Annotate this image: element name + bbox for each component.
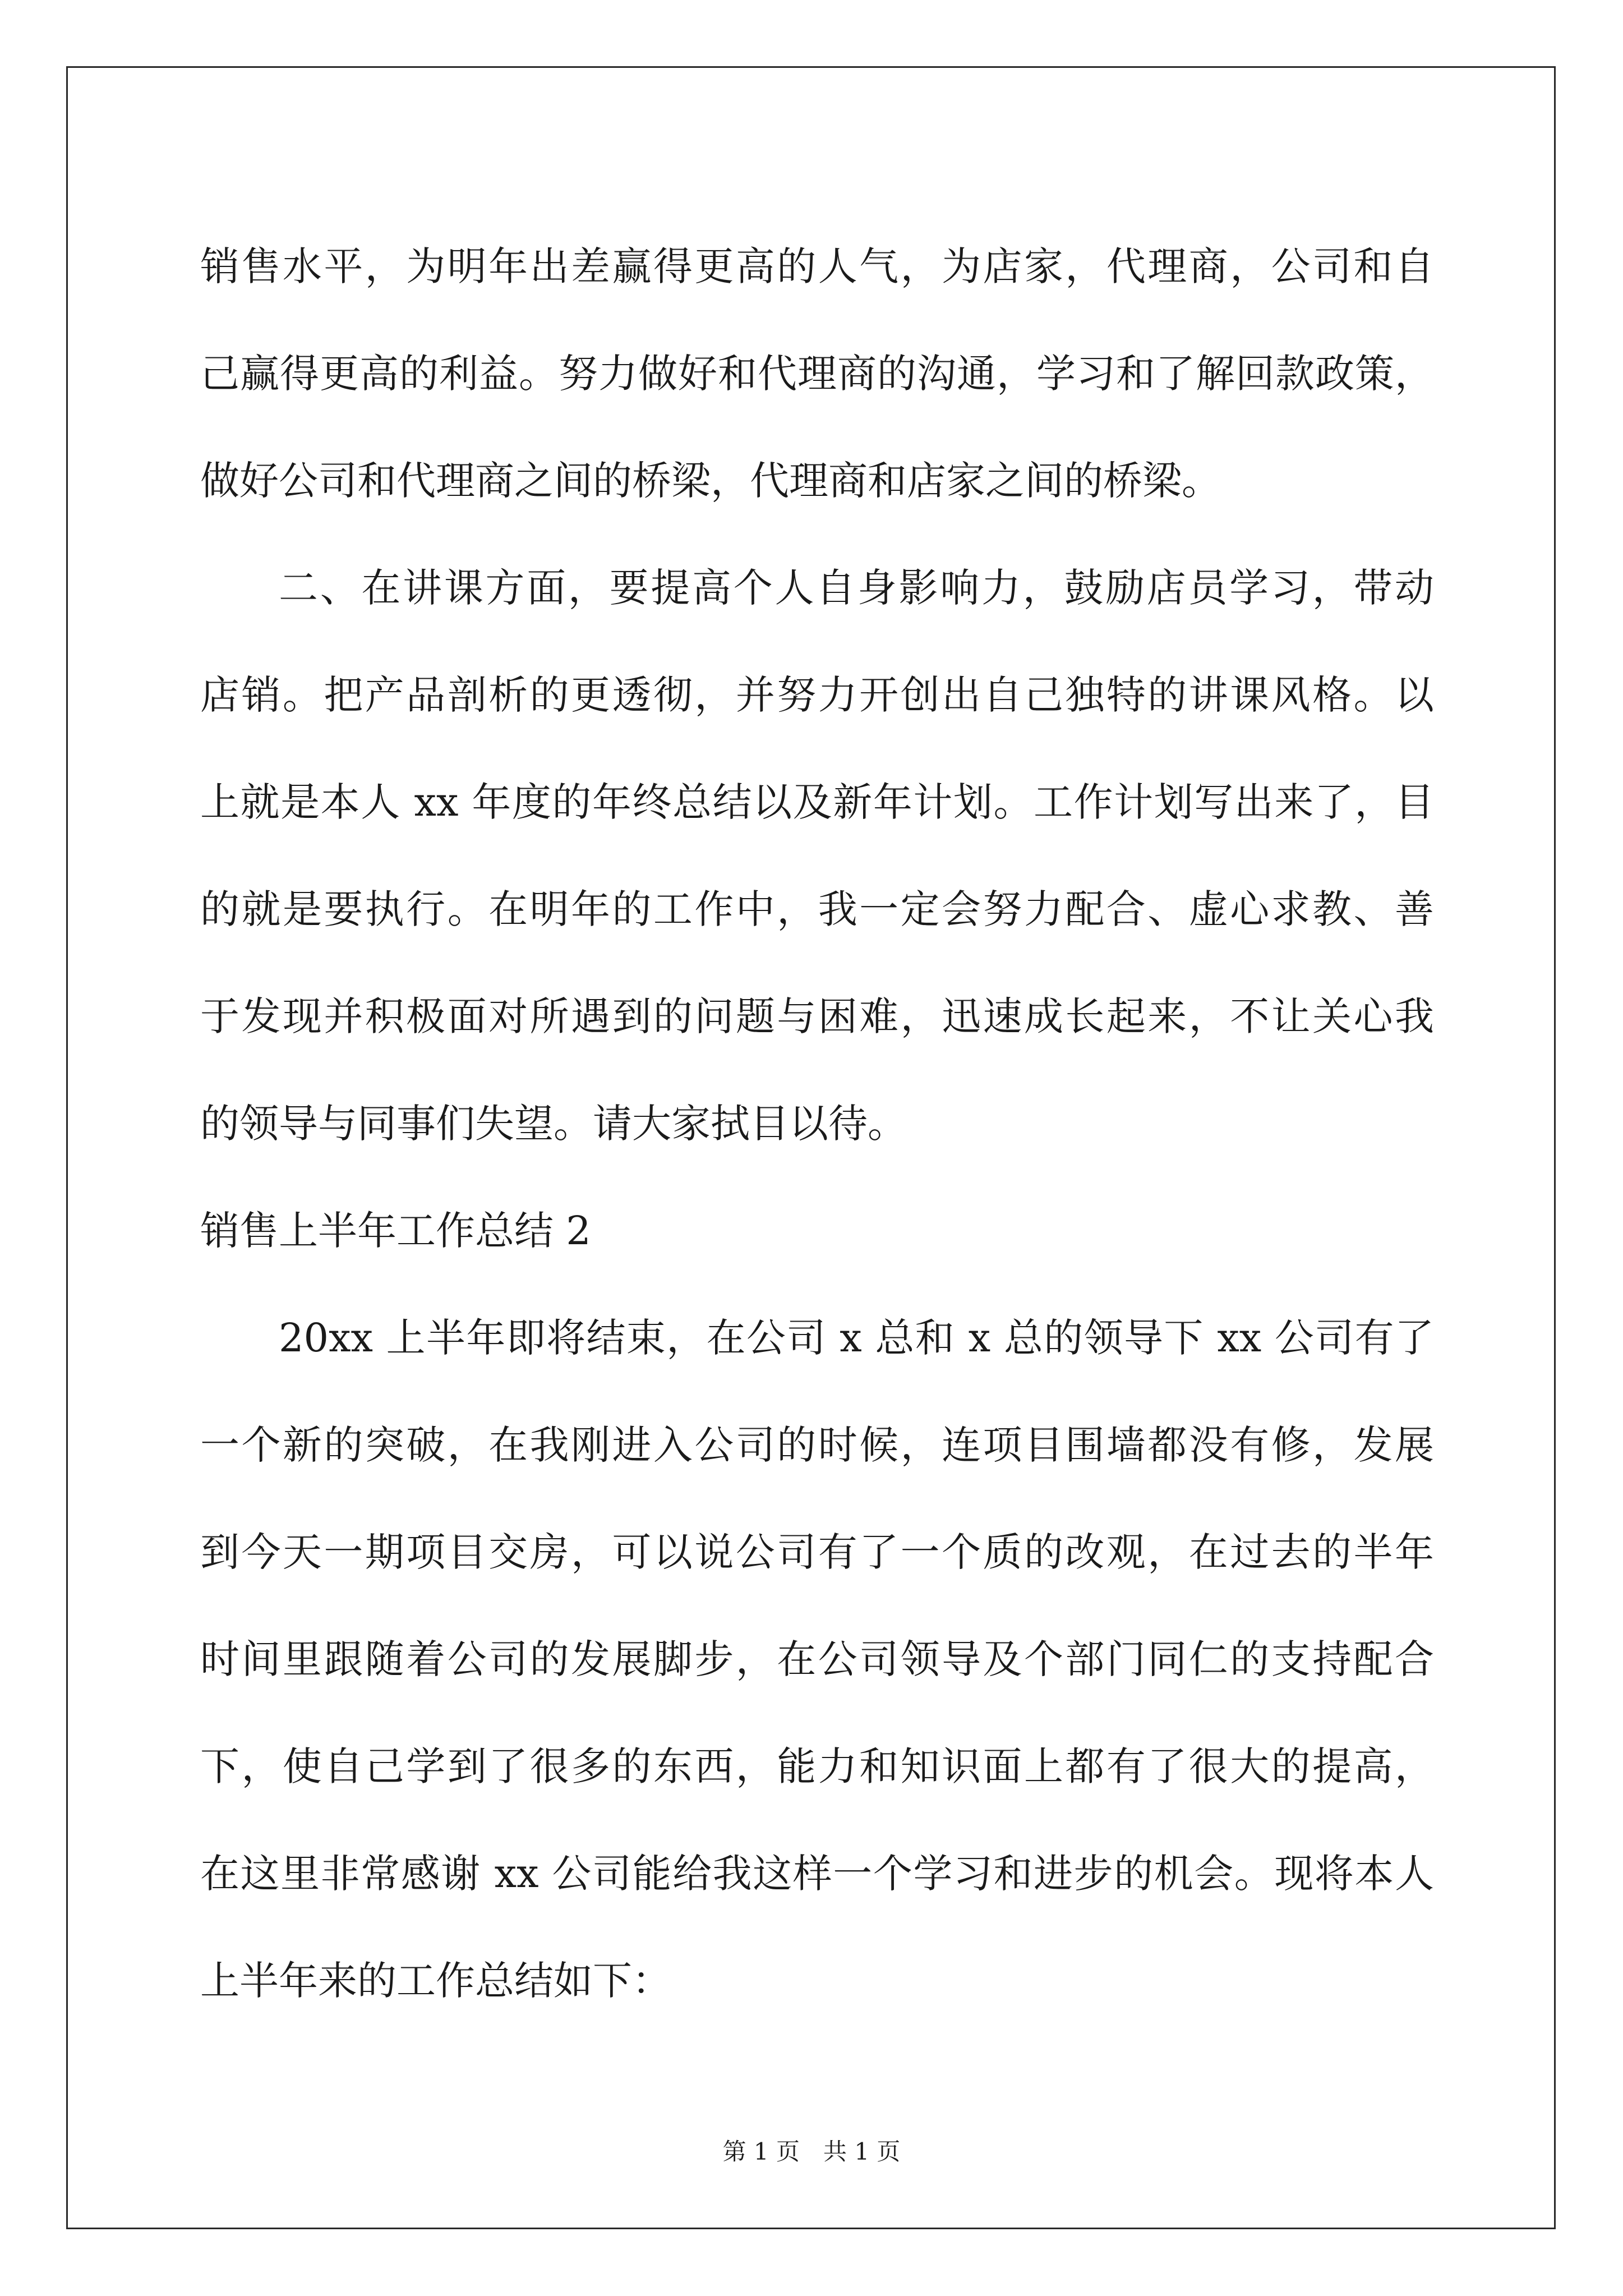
paragraph-line: 己赢得更高的利益。努力做好和代理商的沟通，学习和了解回款政策，	[200, 351, 1434, 397]
paragraph-line: 一个新的突破，在我刚进入公司的时候，连项目围墙都没有修，发展	[200, 1422, 1434, 1468]
paragraph-line: 的就是要执行。在明年的工作中，我一定会努力配合、虚心求教、善	[200, 886, 1434, 932]
paragraph-line: 上半年来的工作总结如下：	[200, 1958, 671, 2004]
paragraph-line: 下，使自己学到了很多的东西，能力和知识面上都有了很大的提高，	[200, 1743, 1434, 1789]
paragraph-line: 在这里非常感谢 xx 公司能给我这样一个学习和进步的机会。现将本人	[200, 1851, 1434, 1897]
paragraph-line: 20xx 上半年即将结束，在公司 x 总和 x 总的领导下 xx 公司有了	[279, 1315, 1434, 1361]
paragraph-line: 销售水平，为明年出差赢得更高的人气，为店家，代理商，公司和自	[200, 243, 1434, 289]
paragraph-line: 店销。把产品剖析的更透彻，并努力开创出自己独特的讲课风格。以	[200, 672, 1434, 718]
section-heading: 销售上半年工作总结 2	[200, 1208, 591, 1254]
paragraph-line: 做好公司和代理商之间的桥梁，代理商和店家之间的桥梁。	[200, 458, 1221, 504]
paragraph-line: 二、在讲课方面，要提高个人自身影响力，鼓励店员学习，带动	[279, 565, 1434, 611]
page-number-footer: 第 1 页 共 1 页	[722, 2138, 901, 2165]
paragraph-line: 时间里跟随着公司的发展脚步，在公司领导及个部门同仁的支持配合	[200, 1636, 1434, 1682]
paragraph-line: 的领导与同事们失望。请大家拭目以待。	[200, 1101, 907, 1147]
paragraph-line: 上就是本人 xx 年度的年终总结以及新年计划。工作计划写出来了，目	[200, 779, 1434, 825]
paragraph-line: 于发现并积极面对所遇到的问题与困难，迅速成长起来，不让关心我	[200, 993, 1434, 1039]
document-body	[200, 213, 1434, 2035]
paragraph-line: 到今天一期项目交房，可以说公司有了一个质的改观，在过去的半年	[200, 1529, 1434, 1575]
